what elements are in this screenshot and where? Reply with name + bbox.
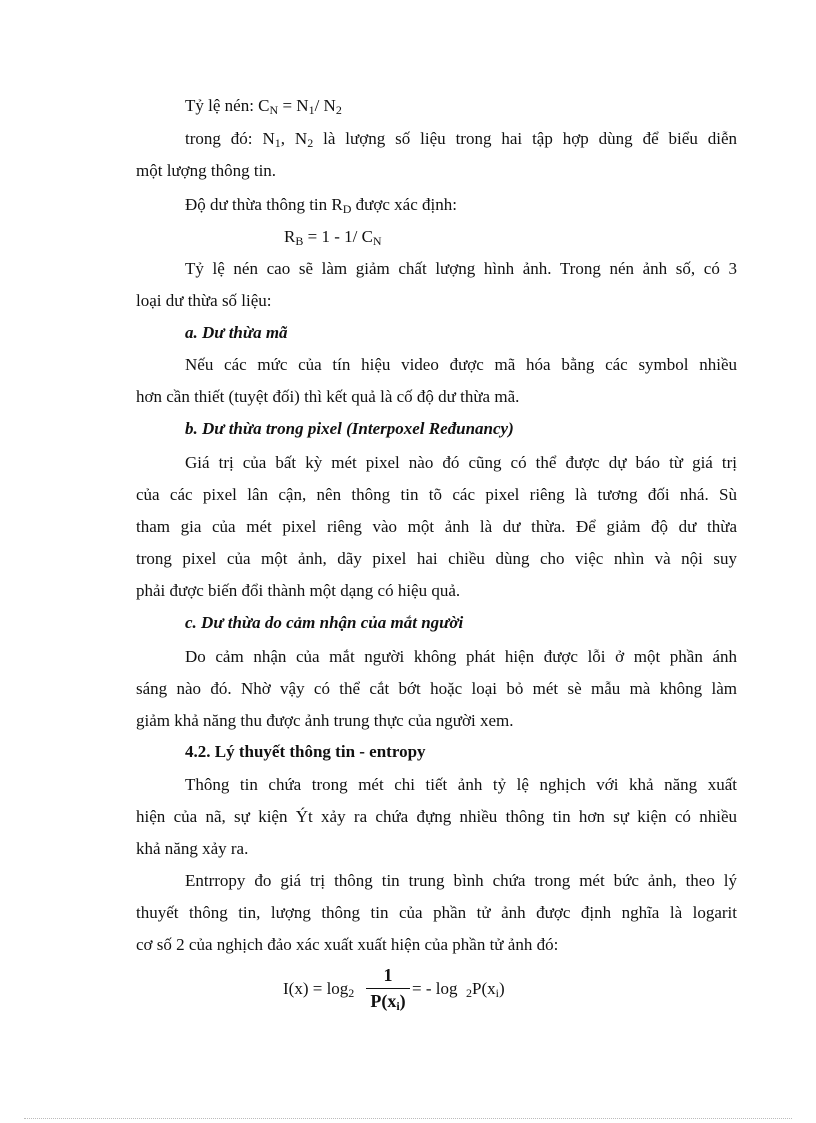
paragraph-line: khả năng xảy ra. bbox=[136, 839, 249, 858]
paragraph-line: thuyết thông tin, lượng thông tin của phần tử ảnh được định nghĩa là logarit bbox=[136, 903, 737, 922]
section-heading-c: c. Dư thừa do cảm nhận của mắt người bbox=[185, 613, 464, 632]
fraction-numerator: 1 bbox=[383, 965, 393, 985]
paragraph-line: trong pixel của một ảnh, dãy pixel hai chiều dùng cho việc nhìn và nội suy bbox=[136, 549, 737, 568]
fraction-denominator: $P(x_i)$ bbox=[370, 991, 406, 1013]
information-formula-lhs: $I(x) = \log_2$ bbox=[283, 979, 355, 1000]
section-heading-4-2: 4.2. Lý thuyết thông tin - entropy bbox=[185, 742, 426, 761]
redundancy-formula: $R_B = 1 - 1/$ $C_N$ bbox=[284, 227, 382, 248]
paragraph-line: loại dư thừa số liệu: bbox=[136, 291, 272, 310]
page-bottom-divider bbox=[24, 1118, 792, 1119]
paragraph-line: hiện của nã, sự kiện Ýt xảy ra chứa đựng nhiều thông tin hơn sự kiện có nhiều bbox=[136, 807, 737, 826]
redundancy-definition: Độ dư thừa thông tin $R_D$ được xác định: bbox=[185, 195, 457, 216]
paragraph-line: giảm khả năng thu được ảnh trung thực của người xem. bbox=[136, 711, 514, 730]
paragraph-line: Giá trị của bất kỳ mét pixel nào đó cũng có thể được dự báo từ giá trị bbox=[185, 453, 737, 472]
paragraph-line: phải được biến đổi thành một dạng có hiệu quả. bbox=[136, 581, 461, 600]
information-formula-fraction bbox=[364, 964, 412, 1012]
fraction-bar bbox=[366, 988, 410, 989]
paragraph-line: Do cảm nhận của mắt người không phát hiện được lỗi ở một phần ánh bbox=[185, 647, 737, 666]
paragraph-line: Thông tin chứa trong mét chi tiết ảnh tỷ lệ nghịch với khả năng xuất bbox=[185, 775, 737, 794]
paragraph-line: Entrropy đo giá trị thông tin trung bình chứa trong mét bức ảnh, theo lý bbox=[185, 871, 737, 890]
paragraph-line: Nếu các mức của tín hiệu video được mã hóa bằng các symbol nhiều bbox=[185, 355, 737, 374]
paragraph-line: cơ số 2 của nghịch đảo xác xuất xuất hiện của phần tử ảnh đó: bbox=[136, 935, 559, 954]
section-heading-b: b. Dư thừa trong pixel (Interpoxel Ređunancy) bbox=[185, 419, 514, 438]
paragraph-line: trong đó: $N_1$, $N_2$ là lượng số liệu trong hai tập hợp dùng để biểu diễn bbox=[185, 129, 738, 150]
paragraph-line: tham gia của mét pixel riêng vào một ảnh là dư thừa. Để giảm độ dư thừa bbox=[136, 517, 737, 536]
paragraph-line: hơn cần thiết (tuyệt đối) thì kết quả là cố độ dư thừa mã. bbox=[136, 387, 520, 406]
section-heading-a: a. Dư thừa mã bbox=[185, 323, 288, 342]
paragraph-line: của các pixel lân cận, nên thông tin tõ các pixel riêng là tương đối nhá. Sù bbox=[136, 485, 737, 504]
paragraph-line: một lượng thông tin. bbox=[136, 161, 277, 180]
paragraph-line: Tỷ lệ nén cao sẽ làm giảm chất lượng hình ảnh. Trong nén ảnh số, có 3 bbox=[185, 259, 737, 278]
information-formula-rhs: = - $\log _2P(x_i)$ bbox=[412, 979, 505, 1000]
paragraph-line: sáng nào đó. Nhờ vậy có thể cắt bớt hoặc loại bỏ mét sè mẫu mà không làm bbox=[136, 679, 737, 698]
compression-ratio-formula: Tỷ lệ nén: $C_N = N_1/$ $N_2$ bbox=[185, 96, 342, 117]
